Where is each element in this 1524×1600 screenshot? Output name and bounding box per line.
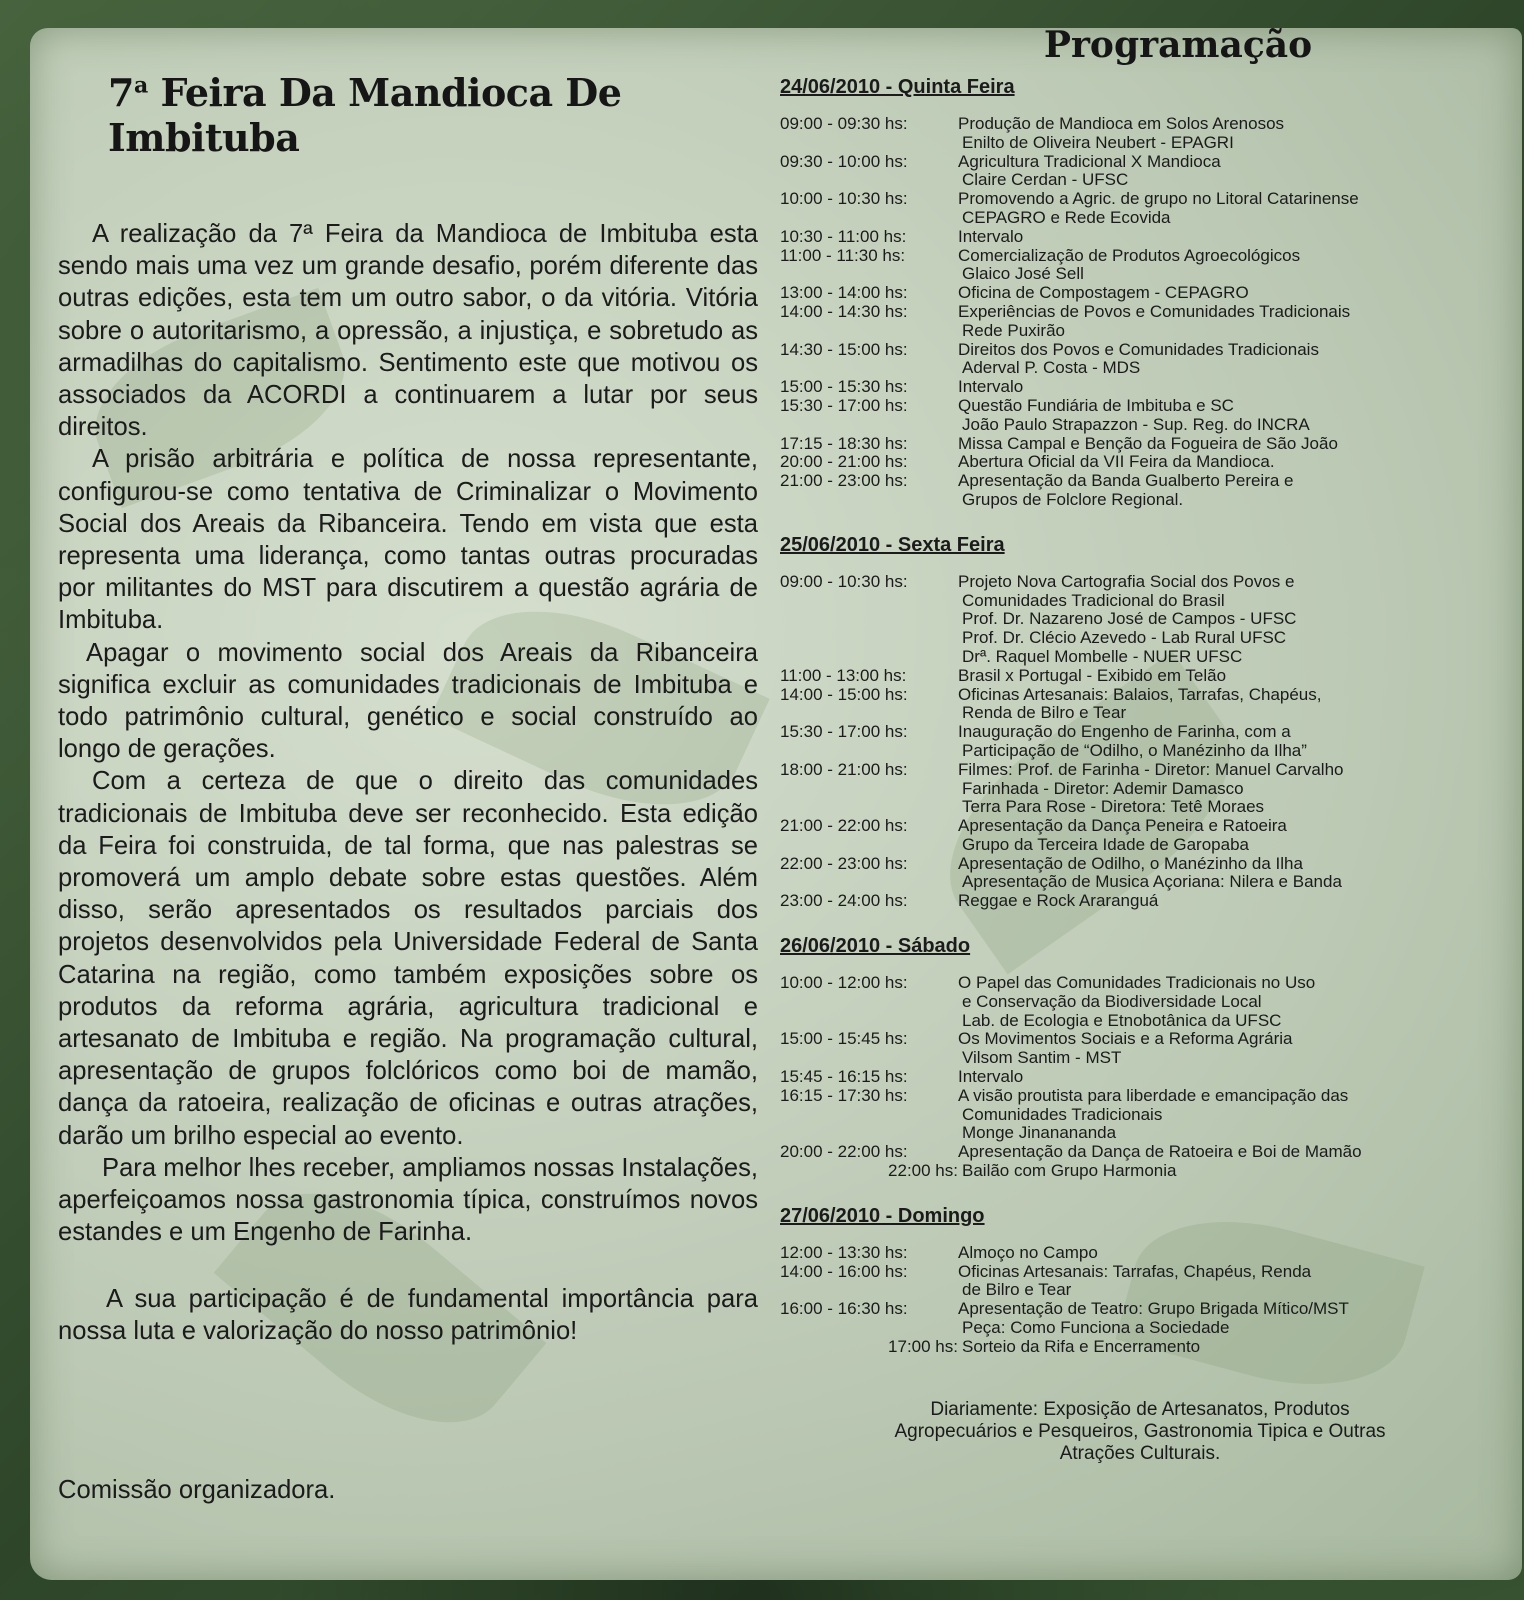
schedule-description: Questão Fundiária de Imbituba e SC (958, 395, 1234, 415)
daily-note-line: Diariamente: Exposição de Artesanatos, Produtos (930, 1398, 1350, 1420)
schedule-item (780, 190, 1520, 209)
page-title: 7$^a$ Feira Da Mandioca De Imbituba (108, 70, 622, 160)
schedule-item (780, 1338, 1520, 1357)
schedule-detail: Prof. Dr. Nazareno José de Campos - UFSC (962, 609, 1297, 629)
schedule-time: 15:00 - 15:45 hs: (780, 1029, 908, 1049)
day-spacer (780, 1181, 1520, 1195)
closing-paragraph: A sua participação é de fundamental importância para nossa luta e valorização do nosso patrimônio! (58, 1284, 758, 1345)
schedule-description: Abertura Oficial da VII Feira da Mandioca. (958, 452, 1275, 472)
schedule-description: Brasil x Portugal - Exibido em Telão (958, 665, 1227, 685)
schedule-description: Reggae e Rock Araranguá (958, 891, 1159, 911)
schedule-time: 10:00 - 10:30 hs: (780, 189, 908, 209)
schedule-time: 14:30 - 15:00 hs: (780, 339, 908, 359)
day-heading: 26/06/2010 - Sábado (780, 935, 971, 958)
paragraph: Para melhor lhes receber, ampliamos nossas Instalações, aperfeiçoamos nossa gastronomia típica, construímos novos estandes e um Engenho de Farinha. (58, 1153, 758, 1247)
program-title: Programação (1043, 24, 1313, 66)
schedule-time: 11:00 - 13:00 hs: (780, 665, 907, 685)
schedule-time: 14:00 - 16:00 hs: (780, 1261, 908, 1281)
schedule-item (780, 761, 1520, 780)
schedule-item (780, 397, 1520, 416)
schedule-description: Experiências de Povos e Comunidades Tradicionais (958, 301, 1351, 321)
program-days (780, 76, 1520, 1357)
schedule-time: 22:00 hs: (888, 1161, 958, 1181)
schedule-detail: Rede Puxirão (962, 320, 1066, 340)
schedule-description: Os Movimentos Sociais e a Reforma Agrária (958, 1029, 1293, 1049)
schedule-detail: Glaico José Sell (962, 264, 1084, 284)
schedule-item (780, 1244, 1520, 1263)
schedule-description: Apresentação da Dança de Ratoeira e Boi de Mamão (958, 1142, 1362, 1162)
schedule-description: Filmes: Prof. de Farinha - Diretor: Manuel Carvalho (958, 759, 1344, 779)
schedule-item (780, 855, 1520, 874)
schedule-time: 20:00 - 21:00 hs: (780, 452, 908, 472)
schedule-item (780, 303, 1520, 322)
schedule-description: A visão proutista para liberdade e emancipação das (958, 1085, 1349, 1105)
schedule-time: 20:00 - 22:00 hs: (780, 1142, 908, 1162)
schedule-detail: de Bilro e Tear (962, 1280, 1072, 1300)
schedule-detail: Renda de Bilro e Tear (962, 703, 1127, 723)
schedule-time: 21:00 - 22:00 hs: (780, 816, 908, 836)
schedule-description: Apresentação da Banda Gualberto Pereira e (958, 471, 1294, 491)
schedule-detail: CEPAGRO e Rede Ecovida (962, 207, 1171, 227)
schedule-item (780, 1143, 1520, 1162)
schedule-item (780, 1030, 1520, 1049)
schedule-detail: Drª. Raquel Mombelle - NUER UFSC (962, 646, 1243, 666)
schedule-item (780, 153, 1520, 172)
schedule-detail: Prof. Dr. Clécio Azevedo - Lab Rural UFSC (962, 628, 1287, 648)
paragraph: A prisão arbitrária e política de nossa representante, configurou-se como tentativa de Criminalizar o Movimento Social dos Areais da Ribanceira. Tendo em vista que esta representa uma liderança, como tantas outras procuradas por militantes do MST para discutirem a questão agrária de Imbituba. (58, 445, 758, 635)
schedule-time: 22:00 - 23:00 hs: (780, 853, 908, 873)
schedule-item (780, 115, 1520, 134)
daily-note (780, 1399, 1520, 1465)
schedule-item (780, 1263, 1520, 1282)
schedule-item (780, 284, 1520, 303)
schedule-description: Sorteio da Rifa e Encerramento (962, 1336, 1201, 1356)
schedule-detail: Participação de “Odilho, o Manézinho da Ilha” (962, 740, 1307, 760)
schedule-item (780, 573, 1520, 592)
program-column (780, 24, 1520, 1465)
schedule-time: 14:00 - 15:00 hs: (780, 684, 908, 704)
daily-note-line: Agropecuários e Pesqueiros, Gastronomia Tipica e Outras (894, 1420, 1386, 1442)
schedule-description: Intervalo (958, 1067, 1024, 1087)
schedule-detail: Comunidades Tradicionais (962, 1104, 1163, 1124)
schedule-description: Apresentação da Dança Peneira e Ratoeira (958, 816, 1287, 836)
schedule-item (780, 1068, 1520, 1087)
schedule-time: 15:30 - 17:00 hs: (780, 722, 908, 742)
schedule-detail: Apresentação de Musica Açoriana: Nilera e Banda (962, 872, 1342, 892)
schedule-item (780, 686, 1520, 705)
schedule-item (780, 892, 1520, 911)
schedule-item (780, 453, 1520, 472)
schedule-item (780, 1087, 1520, 1106)
schedule-item (780, 817, 1520, 836)
schedule-item (780, 974, 1520, 993)
schedule-time: 12:00 - 13:30 hs: (780, 1242, 908, 1262)
schedule-time: 10:30 - 11:00 hs: (780, 226, 907, 246)
schedule-item (780, 435, 1520, 454)
schedule-time: 09:00 - 09:30 hs: (780, 114, 908, 133)
signature: Comissão organizadora. (58, 1476, 336, 1504)
schedule-detail: Lab. de Ecologia e Etnobotânica da UFSC (962, 1010, 1282, 1030)
schedule-time: 17:15 - 18:30 hs: (780, 433, 908, 453)
schedule-description: Intervalo (958, 226, 1024, 246)
schedule-detail: Claire Cerdan - UFSC (962, 170, 1129, 190)
day-heading: 24/06/2010 - Quinta Feira (780, 76, 1015, 98)
schedule-detail: Vilsom Santim - MST (962, 1048, 1122, 1068)
schedule-detail: e Conservação da Biodiversidade Local (962, 991, 1262, 1011)
paragraph: Apagar o movimento social dos Areais da Ribanceira significa excluir as comunidades tradicionais de Imbituba e todo patrimônio cultural, genético e social construído ao longo de gerações. (58, 638, 758, 764)
intro-text (58, 218, 758, 1249)
schedule-time: 14:00 - 14:30 hs: (780, 301, 908, 321)
intro-column (58, 70, 758, 1347)
schedule-item (780, 378, 1520, 397)
schedule-detail: Comunidades Tradicional do Brasil (962, 590, 1225, 610)
schedule-detail: Grupos de Folclore Regional. (962, 489, 1184, 509)
schedule-time: 16:15 - 17:30 hs: (780, 1085, 908, 1105)
schedule-description: Bailão com Grupo Harmonia (962, 1161, 1177, 1181)
schedule-time: 10:00 - 12:00 hs: (780, 973, 908, 993)
schedule-time: 13:00 - 14:00 hs: (780, 283, 908, 303)
schedule-item (780, 723, 1520, 742)
schedule-time: 09:00 - 10:30 hs: (780, 571, 908, 591)
schedule-item (780, 1300, 1520, 1319)
schedule-time: 11:00 - 11:30 hs: (780, 245, 906, 265)
schedule-description: Comercialização de Produtos Agroecológicos (958, 245, 1301, 265)
schedule-description: Agricultura Tradicional X Mandioca (958, 151, 1221, 171)
schedule-description: Direitos dos Povos e Comunidades Tradicionais (958, 339, 1319, 359)
schedule-detail: Monge Jinanananda (962, 1123, 1117, 1143)
schedule-description: Projeto Nova Cartografia Social dos Povos e (958, 571, 1295, 591)
schedule-time: 15:30 - 17:00 hs: (780, 395, 908, 415)
schedule-time: 16:00 - 16:30 hs: (780, 1299, 908, 1319)
schedule-detail: Enilto de Oliveira Neubert - EPAGRI (962, 132, 1234, 152)
day-heading: 27/06/2010 - Domingo (780, 1204, 985, 1227)
day-heading: 25/06/2010 - Sexta Feira (780, 533, 1005, 556)
schedule-description: O Papel das Comunidades Tradicionais no Uso (958, 973, 1316, 993)
schedule-description: Almoço no Campo (958, 1242, 1098, 1262)
paragraph: A realização da 7ª Feira da Mandioca de Imbituba esta sendo mais uma vez um grande desafio, porém diferente das outras edições, esta tem um outro sabor, o da vitória. Vitória sobre o autoritarismo, a opressão, a injustiça, e sobretudo as armadilhas do capitalismo. Sentimento este que motivou os associados da ACORDI a continuarem a lutar por seus direitos. (58, 220, 758, 442)
day-spacer (780, 911, 1520, 925)
schedule-description: Missa Campal e Benção da Fogueira de São João (958, 433, 1338, 453)
schedule-description: Apresentação de Teatro: Grupo Brigada Mítico/MST (958, 1299, 1349, 1319)
schedule-time: 23:00 - 24:00 hs: (780, 891, 908, 911)
schedule-description: Apresentação de Odilho, o Manézinho da Ilha (958, 853, 1303, 873)
schedule-item (780, 667, 1520, 686)
closing-text (58, 1283, 758, 1347)
schedule-description: Oficinas Artesanais: Tarrafas, Chapéus, Renda (958, 1261, 1312, 1281)
schedule-description: Promovendo a Agric. de grupo no Litoral Catarinense (958, 189, 1359, 209)
schedule-detail: Terra Para Rose - Diretora: Tetê Moraes (962, 797, 1265, 817)
schedule-detail: Farinhada - Diretor: Ademir Damasco (962, 778, 1244, 798)
schedule-detail: João Paulo Strapazzon - Sup. Reg. do INCRA (962, 414, 1310, 434)
schedule-time: 21:00 - 23:00 hs: (780, 471, 908, 491)
schedule-item (780, 341, 1520, 360)
schedule-description: Intervalo (958, 377, 1024, 397)
schedule-time: 15:00 - 15:30 hs: (780, 377, 908, 397)
schedule-detail: Aderval P. Costa - MDS (962, 358, 1141, 378)
schedule-item (780, 472, 1520, 491)
schedule-item (780, 228, 1520, 247)
schedule-time: 15:45 - 16:15 hs: (780, 1067, 908, 1087)
schedule-time: 17:00 hs: (888, 1336, 958, 1356)
schedule-description: Inauguração do Engenho de Farinha, com a (958, 722, 1291, 742)
schedule-item (780, 247, 1520, 266)
schedule-item (780, 1162, 1520, 1181)
schedule-description: Oficina de Compostagem - CEPAGRO (958, 283, 1249, 303)
day-spacer (780, 510, 1520, 524)
schedule-detail: Peça: Como Funciona a Sociedade (962, 1318, 1230, 1338)
schedule-description: Oficinas Artesanais: Balaios, Tarrafas, Chapéus, (958, 684, 1322, 704)
paragraph: Com a certeza de que o direito das comunidades tradicionais de Imbituba deve ser reconhecido. Esta edição da Feira foi construida, de tal forma, que nas palestras se promoverá um amplo debate sobre estas questões. Além disso, serão apresentados os resultados parciais dos projetos desenvolvidos pela Universidade Federal de Santa Catarina na região, como também exposições sobre os produtos da reforma agrária, agricultura tradicional e artesanato de Imbituba e região. Na programação cultural, apresentação de grupos folclóricos como boi de mamão, dança da ratoeira, realização de oficinas e outras atrações, darão um brilho especial ao evento. (58, 767, 758, 1150)
schedule-time: 09:30 - 10:00 hs: (780, 151, 908, 171)
schedule-time: 18:00 - 21:00 hs: (780, 759, 908, 779)
daily-note-line: Atrações Culturais. (1059, 1442, 1221, 1464)
schedule-detail: Grupo da Terceira Idade de Garopaba (962, 834, 1249, 854)
schedule-description: Produção de Mandioca em Solos Arenosos (958, 114, 1285, 133)
